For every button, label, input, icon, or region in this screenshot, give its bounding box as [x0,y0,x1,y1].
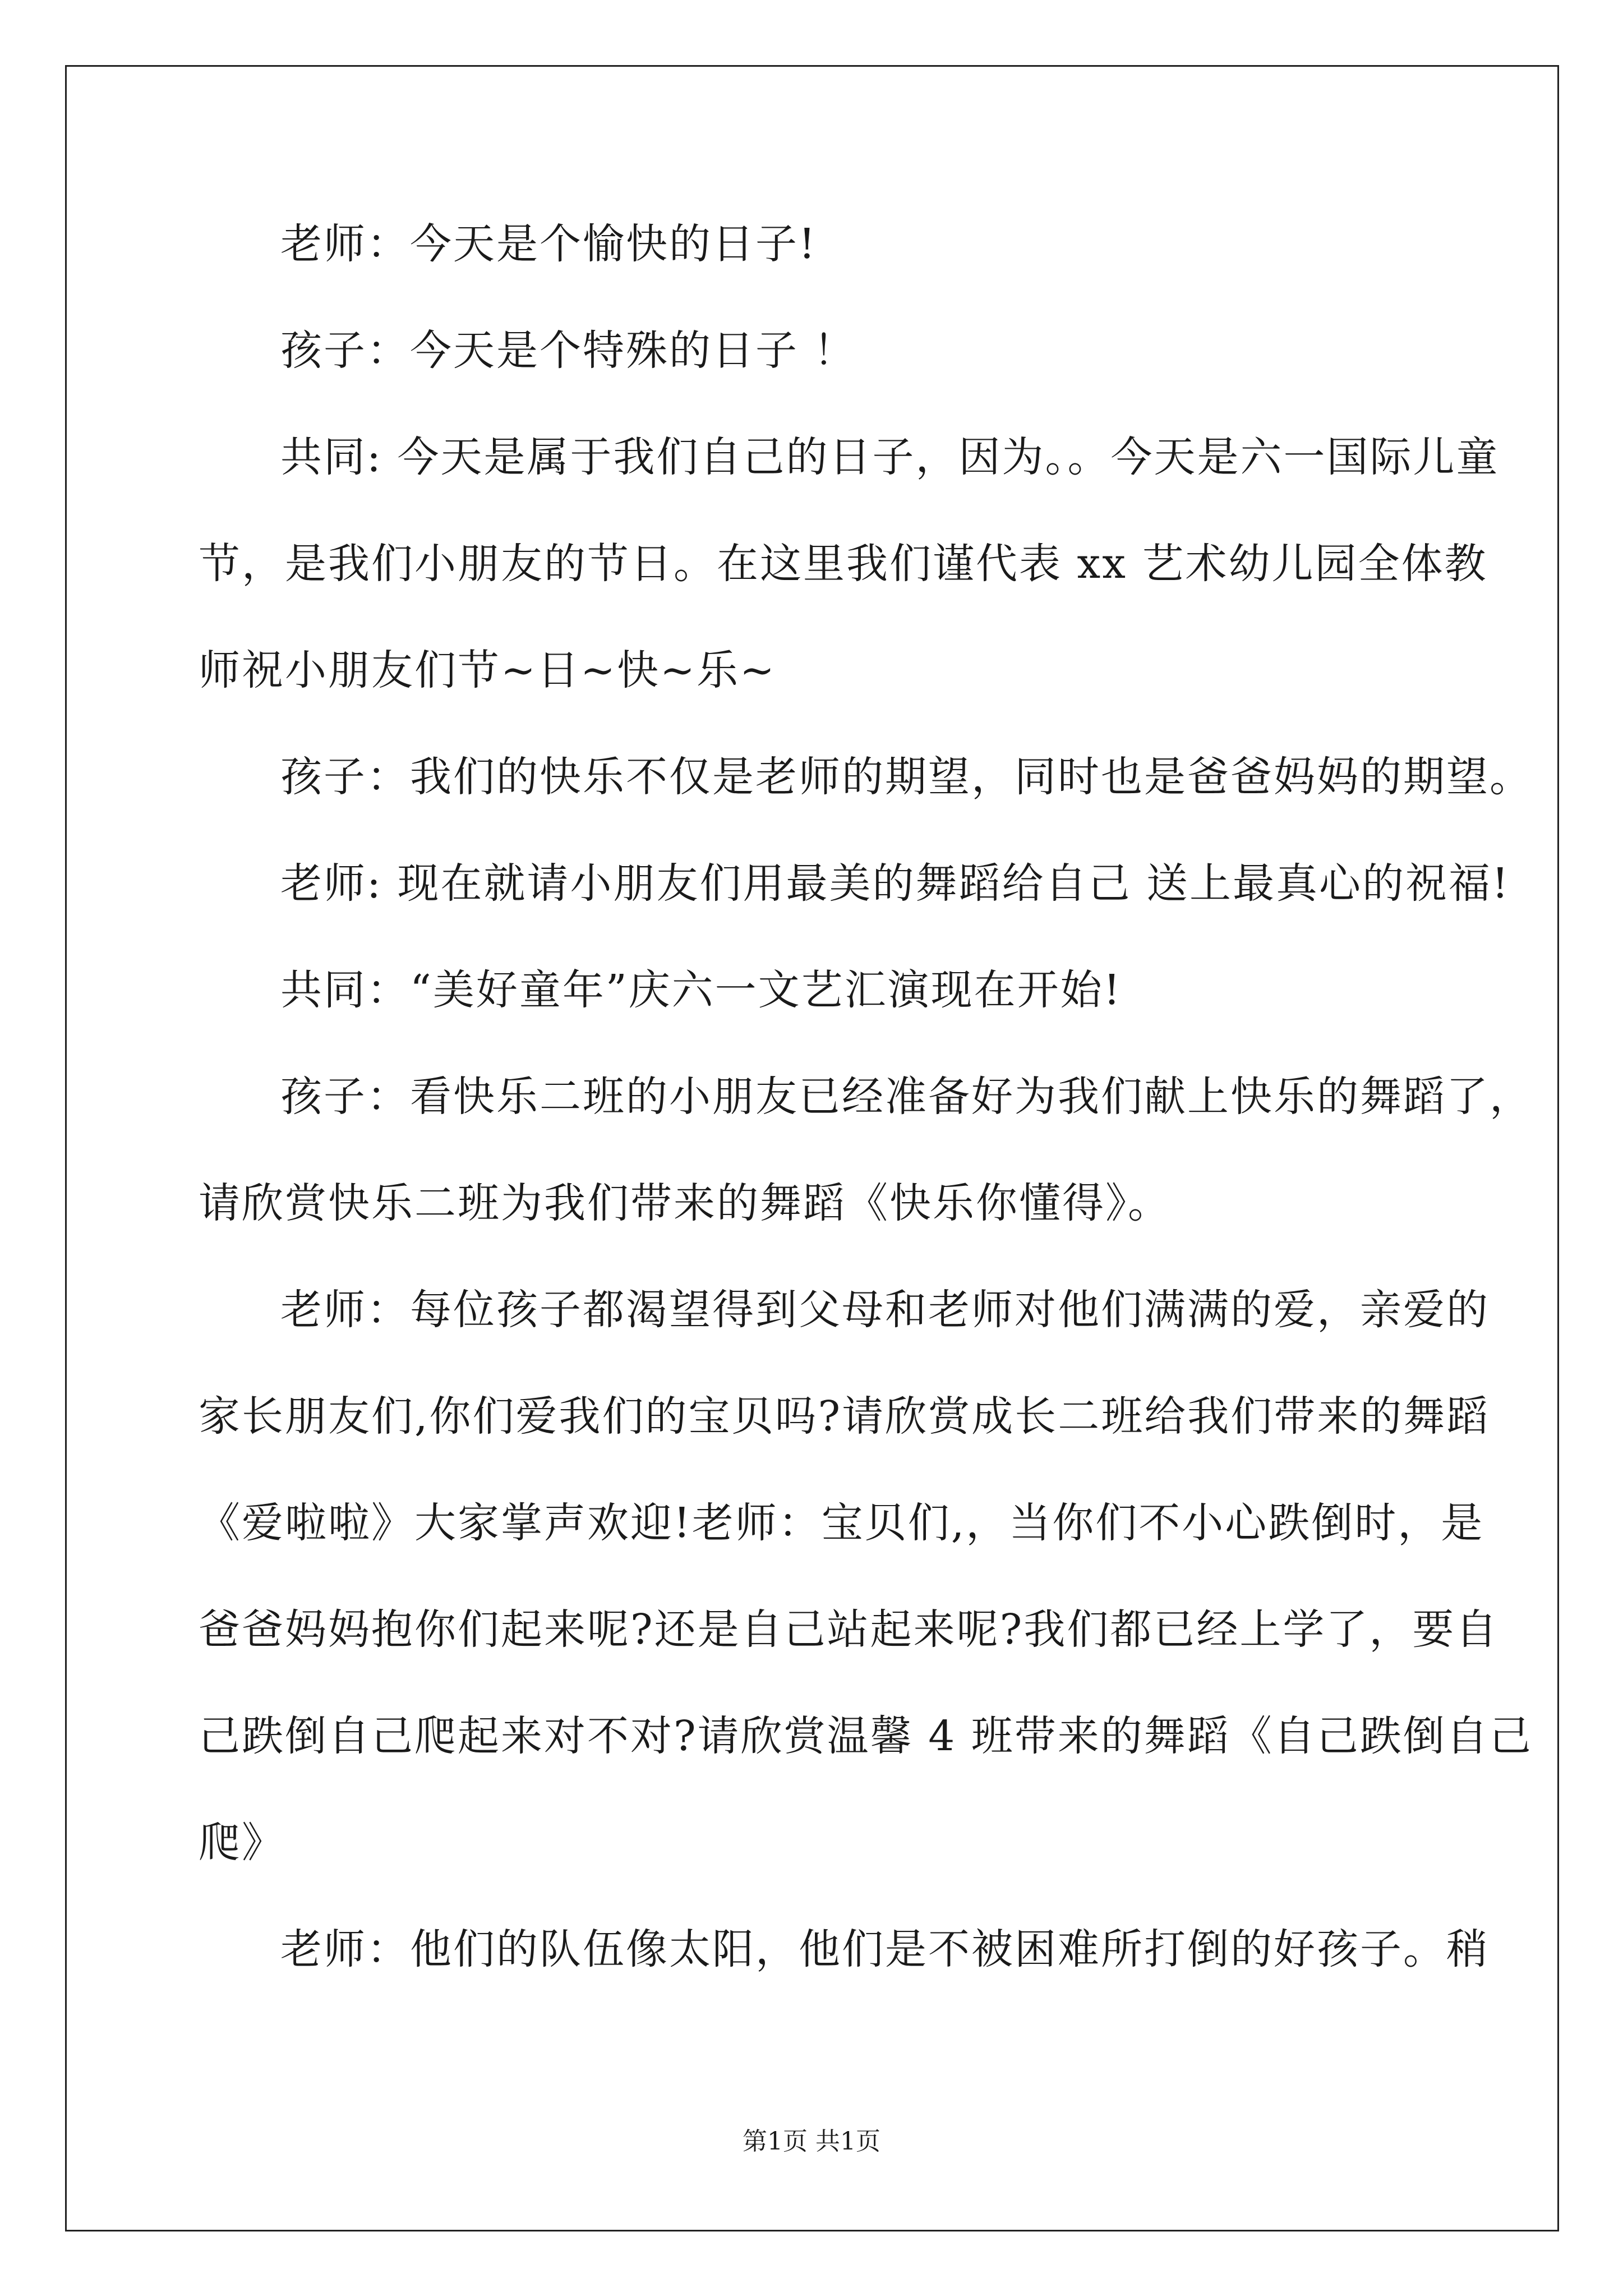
paragraph-line: 家长朋友们,你们爱我们的宝贝吗?请欣赏成长二班给我们带来的舞蹈 [199,1392,1490,1441]
page-number-footer: 第1页 共1页 [743,2127,880,2156]
paragraph-line: 师祝小朋友们节~日~快~乐~ [199,646,777,694]
paragraph-line: 《爱啦啦》大家掌声欢迎!老师：宝贝们,，当你们不小心跌倒时，是 [199,1499,1484,1547]
paragraph-line: 老师：他们的队伍像太阳，他们是不被困难所打倒的好孩子。稍 [280,1925,1490,1973]
paragraph-line: 共同: 今天是属于我们自己的日子，因为。。今天是六一国际儿童 [280,433,1500,481]
paragraph-line: 爸爸妈妈抱你们起来呢?还是自己站起来呢?我们都已经上学了，要自 [199,1605,1499,1654]
paragraph-line: 老师: 现在就请小朋友们用最美的舞蹈给自己 送上最真心的祝福! [280,859,1510,908]
paragraph-line: 请欣赏快乐二班为我们带来的舞蹈《快乐你懂得》。 [199,1179,1171,1227]
paragraph-line: 孩子：我们的快乐不仅是老师的期望，同时也是爸爸妈妈的期望。 [280,753,1533,801]
paragraph-line: 节，是我们小朋友的节日。在这里我们谨代表 xx 艺术幼儿园全体教 [199,540,1488,588]
paragraph-line: 己跌倒自己爬起来对不对?请欣赏温馨 4 班带来的舞蹈《自己跌倒自己 [199,1712,1533,1760]
paragraph-line: 孩子：今天是个特殊的日子 ！ [280,326,857,375]
paragraph-line: 老师：每位孩子都渴望得到父母和老师对他们满满的爱，亲爱的 [280,1286,1490,1334]
paragraph-line: 共同：“美好童年”庆六一文艺汇演现在开始! [280,966,1122,1014]
paragraph-line: 爬》 [199,1819,285,1867]
paragraph-line: 老师：今天是个愉快的日子! [280,220,817,268]
page-border [65,65,1559,2231]
paragraph-line: 孩子：看快乐二班的小朋友已经准备好为我们献上快乐的舞蹈了， [280,1073,1533,1121]
